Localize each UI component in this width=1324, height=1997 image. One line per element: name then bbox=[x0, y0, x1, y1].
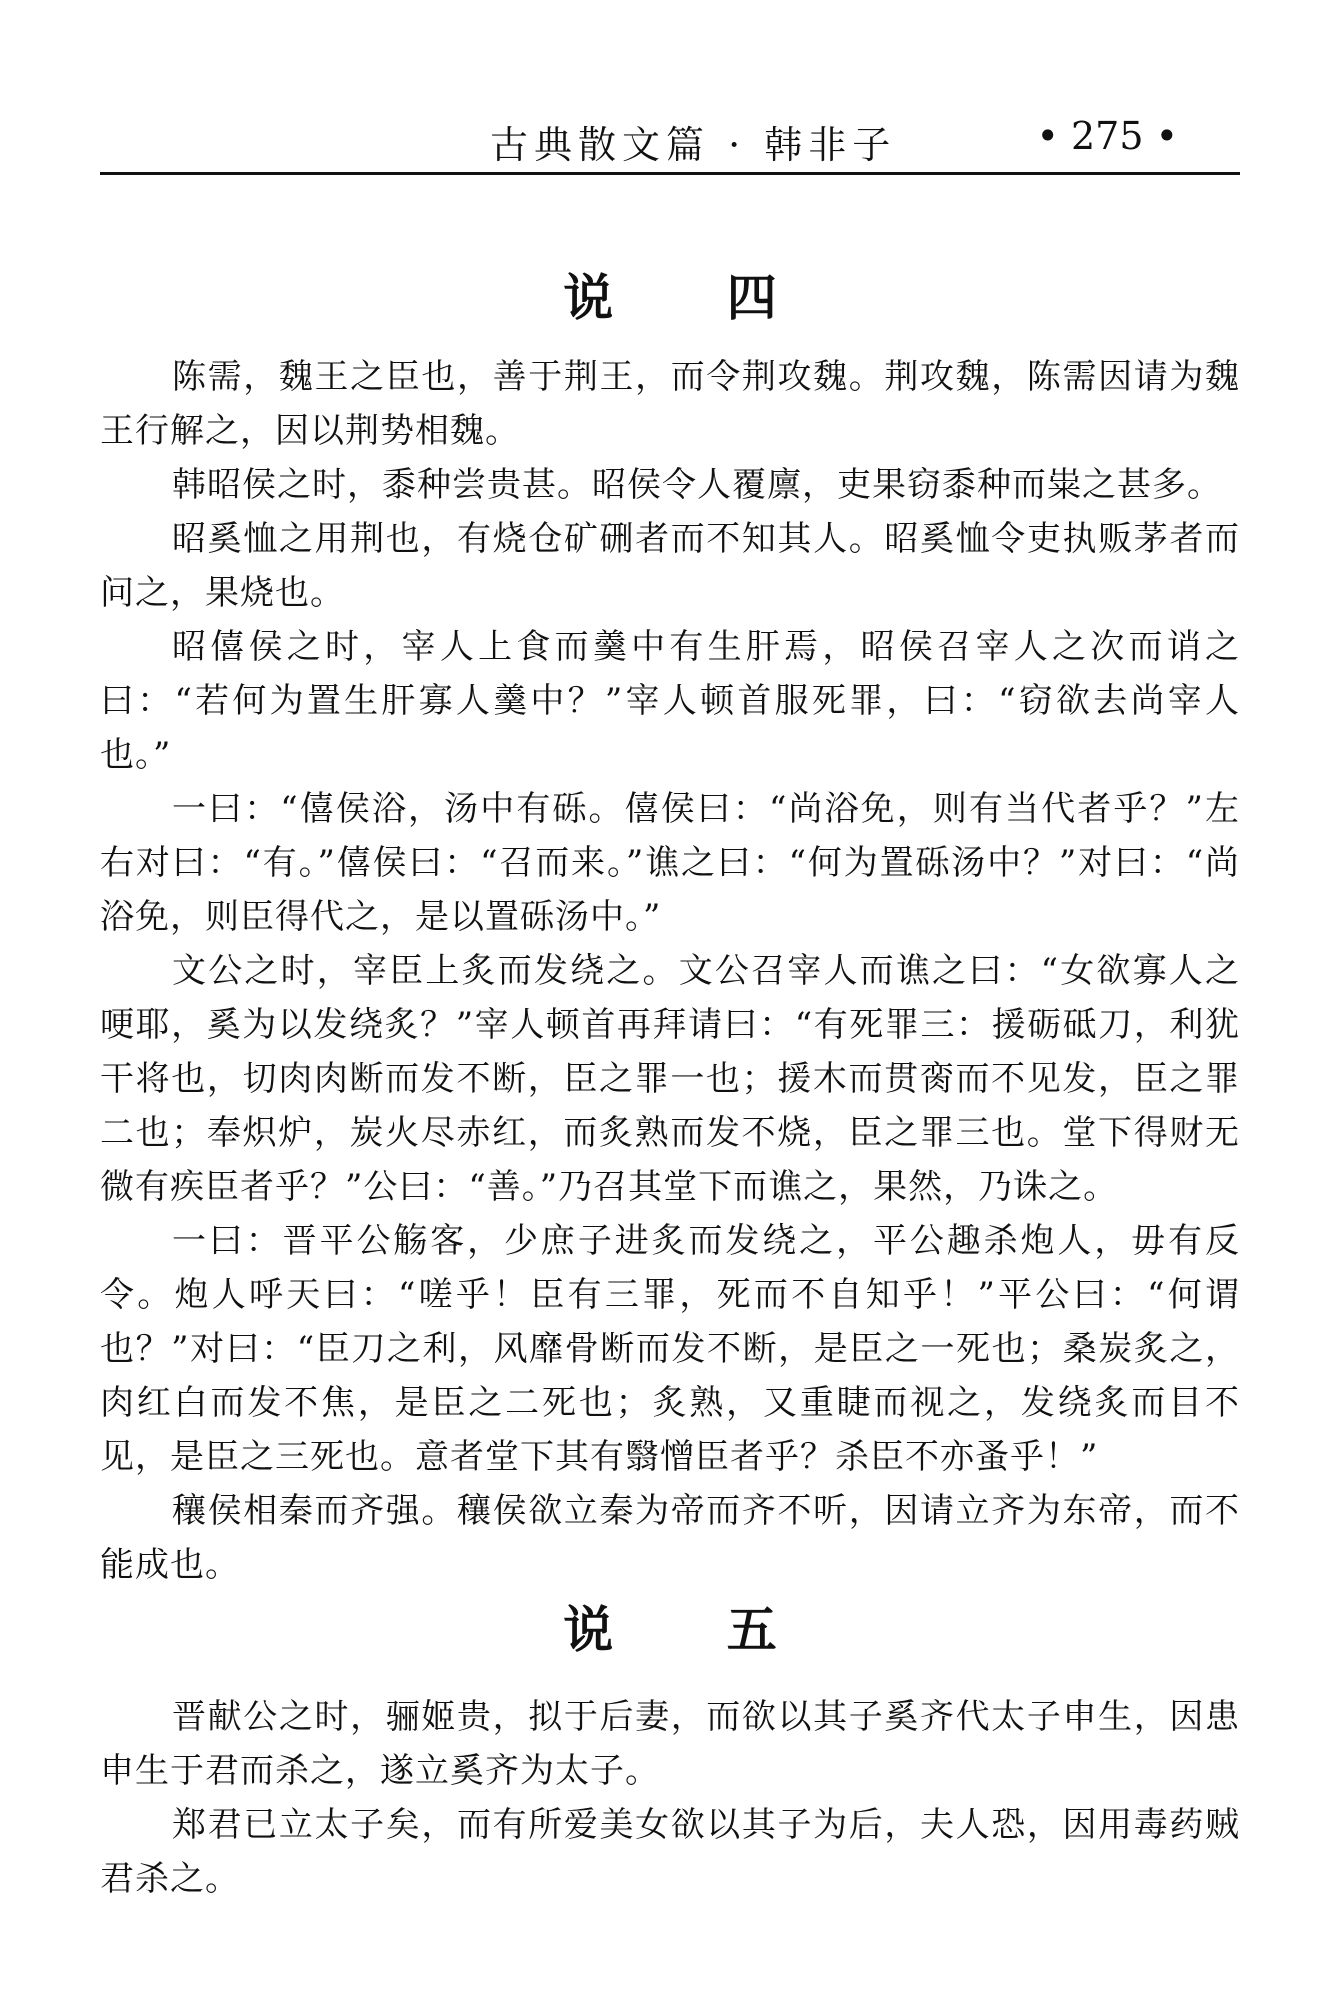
header-title: 古典散文篇 · 韩非子 bbox=[490, 123, 897, 167]
paragraph: 郑君已立太子矣，而有所爱美女欲以其子为后，夫人恐，因用毒药贼君杀之。 bbox=[100, 1805, 1240, 1899]
page-number: • 275 • bbox=[1036, 114, 1178, 158]
paragraph: 昭僖侯之时，宰人上食而羹中有生肝焉，昭侯召宰人之次而诮之曰：“若何为置生肝寡人羹中？”宰人顿首服死罪，曰：“窃欲去尚宰人也。” bbox=[100, 627, 1240, 775]
section-title: 说 四 bbox=[563, 269, 825, 327]
paragraph: 一曰：晋平公觞客，少庶子进炙而发绕之，平公趣杀炮人，毋有反令。炮人呼天曰：“嗟乎！臣有三罪，死而不自知乎！”平公曰：“何谓也？”对曰：“臣刀之利，风靡骨断而发不断，是臣之一死也；桑炭炙之，肉红白而发不焦，是臣之二死也；炙熟，又重睫而视之，发绕炙而目不见，是臣之三死也。意者堂下其有翳憎臣者乎？杀臣不亦蚤乎！” bbox=[100, 1221, 1240, 1477]
paragraph: 穰侯相秦而齐强。穰侯欲立秦为帝而齐不听，因请立齐为东帝，而不能成也。 bbox=[100, 1491, 1240, 1585]
section-shuo-si bbox=[100, 258, 1240, 1592]
paragraph: 文公之时，宰臣上炙而发绕之。文公召宰人而谯之曰：“女欲寡人之哽耶，奚为以发绕炙？”宰人顿首再拜请曰：“有死罪三：援砺砥刀，利犹干将也，切肉肉断而发不断，臣之罪一也；援木而贯脔而不见发，臣之罪二也；奉炽炉，炭火尽赤红，而炙熟而发不烧，臣之罪三也。堂下得财无微有疾臣者乎？”公曰：“善。”乃召其堂下而谯之，果然，乃诛之。 bbox=[100, 951, 1240, 1207]
section-title: 说 五 bbox=[563, 1601, 825, 1659]
paragraph: 昭奚恤之用荆也，有烧仓矿硎者而不知其人。昭奚恤令吏执贩茅者而问之，果烧也。 bbox=[100, 519, 1240, 613]
running-header bbox=[100, 100, 1240, 175]
paragraph: 韩昭侯之时，黍种尝贵甚。昭侯令人覆廪，吏果窃黍种而粜之甚多。 bbox=[172, 465, 1222, 505]
section-shuo-wu bbox=[100, 1590, 1240, 1906]
paragraph: 一曰：“僖侯浴，汤中有砾。僖侯曰：“尚浴免，则有当代者乎？”左右对曰：“有。”僖侯曰：“召而来。”谯之曰：“何为置砾汤中？”对曰：“尚浴免，则臣得代之，是以置砾汤中。” bbox=[100, 789, 1240, 937]
paragraph: 陈需，魏王之臣也，善于荆王，而令荆攻魏。荆攻魏，陈需因请为魏王行解之，因以荆势相魏。 bbox=[100, 357, 1240, 451]
paragraph: 晋献公之时，骊姬贵，拟于后妻，而欲以其子奚齐代太子申生，因患申生于君而杀之，遂立奚齐为太子。 bbox=[100, 1697, 1240, 1791]
